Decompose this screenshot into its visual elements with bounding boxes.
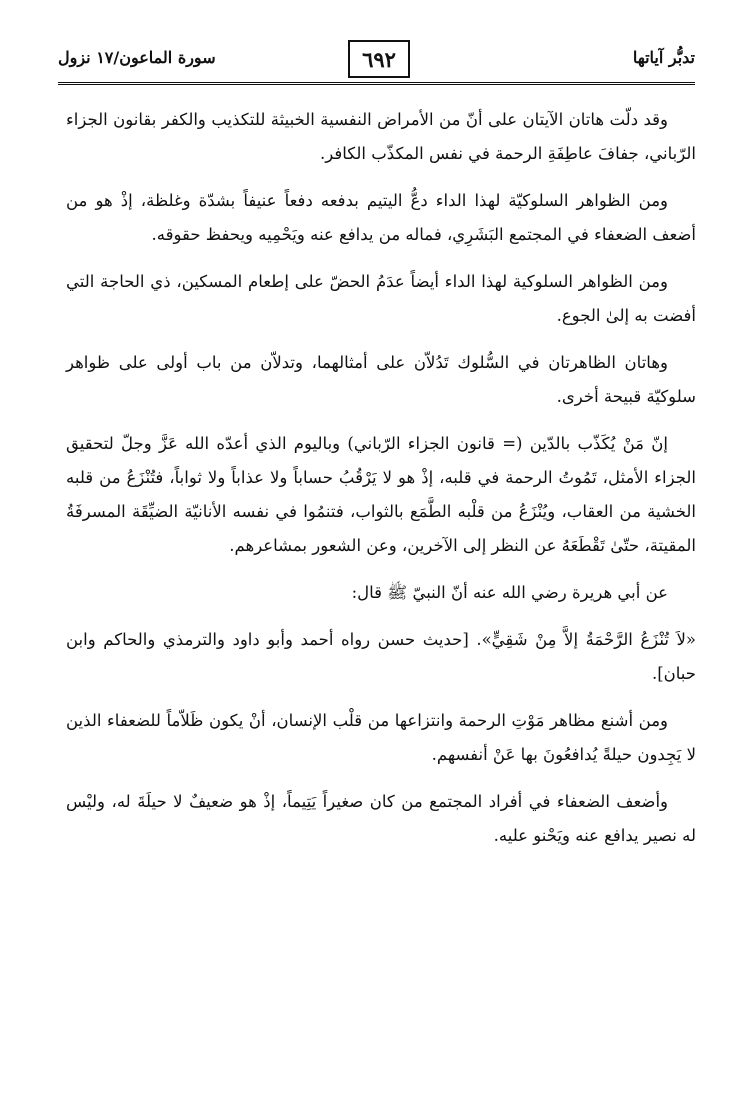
paragraph: وقد دلّت هاتان الآيتان على أنّ من الأمراض النفسية الخبيثة للتكذيب والكفر بقانون الجزاء الرّباني، جفافَ عاطِفَةِ الرحمة في نفس المكذّب الكافر.: [66, 110, 696, 163]
page-number: ٦٩٢: [362, 46, 396, 72]
paragraph: ومن الظواهر السلوكيّة لهذا الداء دعُّ اليتيم بدفعه دفعاً عنيفاً بشدّة وغلظة، إذْ هو من أضعف الضعفاء في المجتمع البَشَرِي، فماله من يدافع عنه ويَحْمِيه ويحفظ حقوقه.: [66, 191, 696, 244]
paragraph: وأضعف الضعفاء في أفراد المجتمع من كان صغيراً يَتِيماً، إذْ هو ضعيفٌ لا حيلَةَ له، وليْس له نصير يدافع عنه ويَحْنو عليه.: [66, 792, 696, 845]
paragraph: ومن الظواهر السلوكية لهذا الداء أيضاً عدَمُ الحضّ على إطعام المسكين، ذي الحاجة التي أفضت به إلىٰ الجوع.: [66, 272, 696, 325]
hadith-quote: «لاَ تُنْزَعُ الرَّحْمَةُ إلاَّ مِنْ شَقِيٍّ». [حديث حسن رواه أحمد وأبو داود والترمذي والحاكم وابن حبان].: [66, 630, 696, 683]
paragraph: إنّ مَنْ يُكَذّب بالدّين (= قانون الجزاء الرّباني) وباليوم الذي أعدّه الله عَزَّ وجلّ لتحقيق الجزاء الأمثل، تَمُوتُ الرحمة في قلبه، إذْ هو لا يَرْقُبُ حساباً ولا عذاباً ولا ثواباً، فتُنْزَعُ من قلبه الخشية من العقاب، ويُنْزَعُ من قلْبه الطَّمَع بالثواب، فتنمُوا في نفسه الأنانيّة الضيِّقَة المسرفَةُ المقيتة، حتّىٰ تَقْطَعَهُ عن النظر إلى الآخرين، وعن الشعور بمشاعرهم.: [66, 434, 696, 555]
page-body: [66, 103, 696, 866]
page-header: [58, 38, 695, 86]
paragraph: وهاتان الظاهرتان في السُّلوك تَدُلاّن على أمثالهما، وتدلاّن من باب أولى على ظواهر سلوكيّة قبيحة أخرى.: [66, 353, 696, 406]
paragraph: عن أبي هريرة رضي الله عنه أنّ النبيّ ﷺ قال:: [351, 583, 668, 602]
surah-info: سورة الماعون/١٧ نزول: [58, 48, 216, 67]
header-rule: [58, 82, 695, 85]
paragraph: ومن أشنع مظاهر مَوْتِ الرحمة وانتزاعها من قلْب الإنسان، أنْ يكون ظَلاّماً للضعفاء الذين لا يَجِدون حيلةً يُدافعُونَ بها عَنْ أنفسهم.: [66, 711, 696, 764]
book-title: تدبُّر آياتها: [632, 48, 695, 67]
page-number-box: [348, 40, 410, 78]
